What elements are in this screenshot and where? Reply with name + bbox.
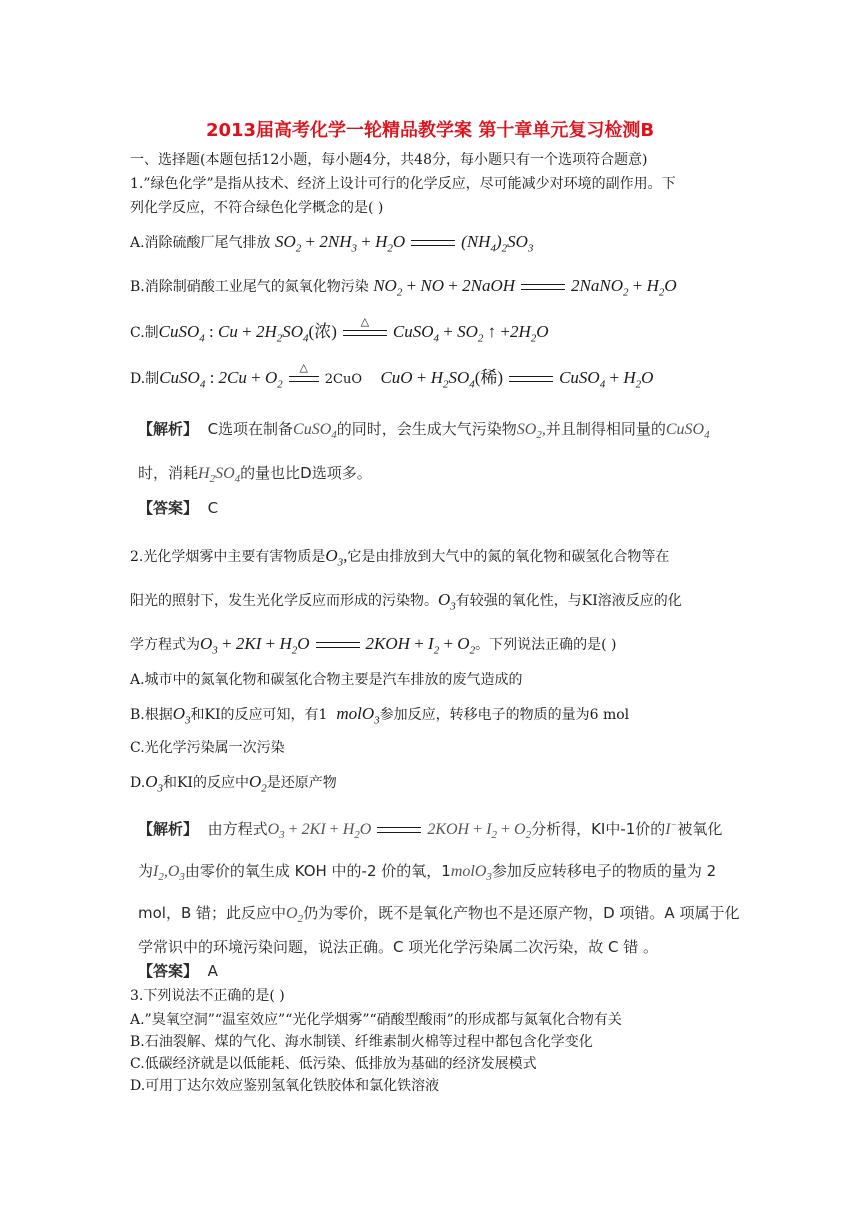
q3-option-c: C.低碳经济就是以低能耗、低污染、低排放为基础的经济发展模式: [130, 1056, 537, 1072]
equation: $NO_2$ + NO + 2NaOH 2NaNO$_2$ + $H_2O$: [373, 276, 677, 299]
q1-option-c: C.制CuSO$_4$ : $Cu + 2H_2SO_4$(浓) △ CuSO$_4$ + $SO_2$ ↑ $+2H_2O$: [130, 316, 549, 345]
q2-option-c: C.光化学污染属一次污染: [130, 740, 285, 756]
q1-analysis-line1: 【解析】 C选项在制备CuSO$_4$的同时，会生成大气污染物$SO_2$,并且制得相同量的CuSO$_4$: [138, 420, 710, 442]
equation: CuSO$_4$ : $2Cu + O_2$ △: [159, 368, 325, 387]
q2-option-a: A.城市中的氮氧化物和碳氢化合物主要是汽车排放的废气造成的: [130, 672, 523, 688]
q2-answer: 【答案】 A: [138, 962, 218, 980]
q2-option-b: B.根据$O_3$和KI的反应可知，有1 molO$_3$参加反应，转移电子的物质的量为6 mol: [130, 704, 630, 727]
q1-answer: 【答案】 C: [138, 499, 219, 517]
q1-stem-line1: 1.”绿色化学”是指从技术、经济上设计可行的化学反应，尽可能减少对环境的副作用。下: [130, 176, 676, 192]
q1-option-b: B.消除制硝酸工业尾气的氮氧化物污染 $NO_2$ + NO + 2NaOH 2NaNO$_2$ + $H_2O$: [130, 276, 677, 299]
page-title: 2013届高考化学一轮精品教学案 第十章单元复习检测B: [205, 120, 655, 141]
equation: CuSO$_4$ : $Cu + 2H_2SO_4$(浓) △ CuSO$_4$ + $SO_2$ ↑ $+2H_2O$: [158, 316, 549, 345]
q2-analysis-line2: 为$I_2,O_3$由零价的氧生成 KOH 中的-2 价的氧，1molO$_3$参加反应转移电子的物质的量为 2: [138, 862, 717, 884]
q2-analysis-line1: 【解析】 由方程式$O_3 + 2KI + H_2O$ $2KOH + I_2 + O_2$分析得，KI中-1价的I−被氧化: [138, 819, 723, 842]
q1-option-a: A.消除硫酸厂尾气排放 $SO_2 + 2NH_3 + H_2O$ $(NH_4)_2SO_3$: [130, 232, 534, 255]
q2-analysis-line4: 学常识中的环境污染问题，说法正确。C 项光化学污染属二次污染，故 C 错 。: [138, 938, 659, 956]
q1-stem-line2: 列化学反应，不符合绿色化学概念的是( ): [130, 200, 384, 216]
q2-stem-line1: 2.光化学烟雾中主要有害物质是$O_3$,它是由排放到大气中的氮的氧化物和碳氢化合物等在: [130, 546, 670, 569]
q3-option-a: A.”臭氧空洞”“温室效应”“光化学烟雾”“硝酸型酸雨”的形成都与氮氧化合物有关: [130, 1012, 622, 1028]
q1-option-d: D.制CuSO$_4$ : $2Cu + O_2$ △ 2CuO CuO + $H_2SO_4$(稀) CuSO$_4$ + $H_2O$: [130, 362, 654, 391]
equation: $SO_2 + 2NH_3 + H_2O$ $(NH_4)_2SO_3$: [275, 232, 534, 255]
q3-option-d: D.可用丁达尔效应鉴别氢氧化铁胶体和氯化铁溶液: [130, 1078, 440, 1094]
q3-option-b: B.石油裂解、煤的气化、海水制镁、纤维素制火棉等过程中都包含化学变化: [130, 1034, 593, 1050]
q3-stem: 3.下列说法不正确的是( ): [130, 988, 285, 1004]
q2-option-d: $D.O_3$和KI的反应中$O_2$是还原产物: [130, 772, 337, 795]
q1-analysis-line2: 时，消耗$H_2SO_4$的量也比D选项多。: [138, 464, 372, 486]
section-heading: 一、选择题(本题包括12小题，每小题4分，共48分，每小题只有一个选项符合题意): [130, 152, 648, 168]
q2-analysis-line3: mol，B 错；此反应中$O_2$仍为零价，既不是氧化产物也不是还原产物，D 项错。A 项属于化: [138, 904, 740, 926]
q2-stem-line2: 阳光的照射下，发生光化学反应而形成的污染物。$O_3$有较强的氧化性，与KI溶液反应的化: [130, 590, 682, 613]
equation: $O_3 + 2KI + H_2O$ $2KOH + I_2 + O_2$: [200, 634, 476, 657]
q2-stem-line3: 学方程式为$O_3 + 2KI + H_2O$ $2KOH + I_2 + O_2$。下列说法正确的是( ): [130, 634, 617, 657]
